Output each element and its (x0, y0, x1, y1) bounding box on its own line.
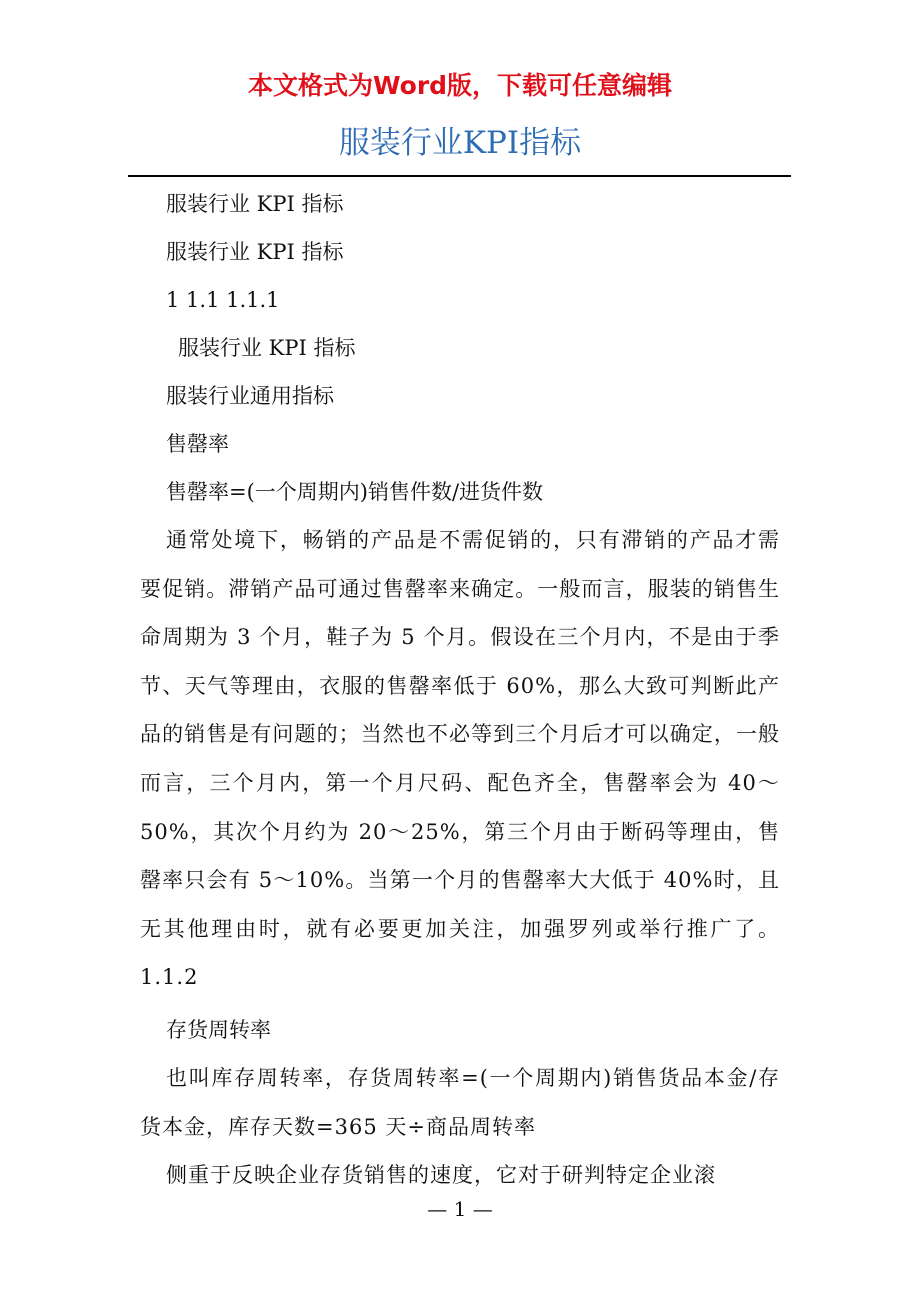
title-rule (128, 175, 791, 177)
paragraph-sell-through: 通常处境下，畅销的产品是不需促销的，只有滞销的产品才需要促销。滞销产品可通过售罄率来确定。一般而言，服装的销售生命周期为 3 个月，鞋子为 5 个月。假设在三个月内，不是由于季节、天气等理由，衣服的售罄率低于 60%，那么大致可判断此产品的销售是有问题的；当然也不必等到三个月后才可以确定，一般而言，三个月内，第一个月尺码、配色齐全，售罄率会为 40～50%，其次个月约为 20～25%，第三个月由于断码等理由，售罄率只会有 5～10%。当第一个月的售罄率大大低于 40%时，且无其他理由时，就有必要更加关注，加强罗列或举行推广了。 1.1.2 (140, 528, 780, 990)
line-title-1: 服装行业 KPI 指标 (166, 192, 344, 216)
line-general-indicators: 服装行业通用指标 (166, 384, 334, 408)
paragraph-inventory-description: 侧重于反映企业存货销售的速度，它对于研判特定企业滚 (166, 1163, 716, 1188)
word-format-banner: 本文格式为Word版，下载可任意编辑 (247, 71, 673, 100)
line-sell-through-formula: 售罄率=(一个周期内)销售件数/进货件数 (166, 480, 544, 504)
line-title-3: 服装行业 KPI 指标 (178, 336, 356, 360)
document-title: 服装行业KPI指标 (338, 125, 582, 161)
line-sell-through-heading: 售罄率 (166, 432, 229, 456)
line-title-2: 服装行业 KPI 指标 (166, 240, 344, 264)
line-numbering: 1 1.1 1.1.1 (166, 288, 280, 312)
page-number: — 1 — (427, 1197, 493, 1221)
paragraph-inventory-formula: 也叫库存周转率，存货周转率=(一个周期内)销售货品本金/存货本金，库存天数=365 天÷商品周转率 (140, 1065, 780, 1139)
line-inventory-turnover-heading: 存货周转率 (166, 1017, 271, 1042)
document-body (140, 180, 780, 1200)
